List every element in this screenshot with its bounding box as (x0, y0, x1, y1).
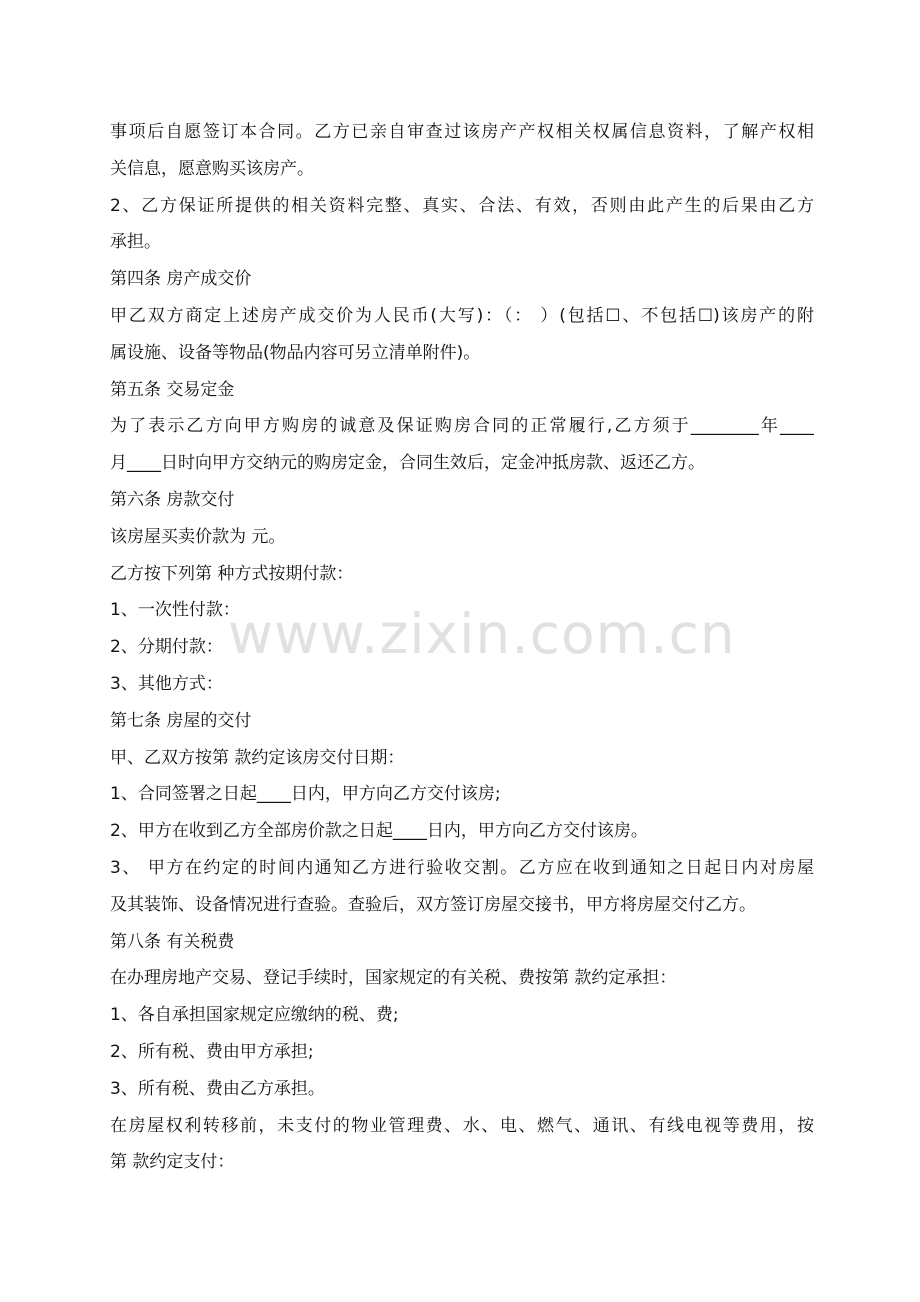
paragraph-line: 承担。 (110, 232, 161, 253)
article-heading: 第七条 房屋的交付 (110, 710, 252, 731)
clause-item: 2、所有税、费由甲方承担; (110, 1041, 314, 1062)
clause-item: 3、 甲方在约定的时间内通知乙方进行验收交割。乙方应在收到通知之日起日内对房屋 (110, 857, 814, 878)
paragraph-line: 在房屋权利转移前，未支付的物业管理费、水、电、燃气、通讯、有线电视等费用，按 (110, 1115, 814, 1136)
contract-page (110, 114, 814, 1181)
watermark: www.zixin.com.cn (228, 602, 736, 666)
article-heading: 第八条 有关税费 (110, 931, 235, 952)
article-heading: 第六条 房款交付 (110, 489, 235, 510)
article-heading: 第五条 交易定金 (110, 379, 235, 400)
paragraph-line: 甲乙双方商定上述房产成交价为人民币(大写)：（： ）(包括☐、不包括☐)该房产的附 (110, 305, 814, 326)
clause-item: 2、乙方保证所提供的相关资料完整、真实、合法、有效，否则由此产生的后果由乙方 (110, 195, 814, 216)
paragraph-line: 在办理房地产交易、登记手续时，国家规定的有关税、费按第 款约定承担： (110, 968, 677, 989)
paragraph-line: 月____日时向甲方交纳元的购房定金，合同生效后，定金冲抵房款、返还乙方。 (110, 453, 705, 474)
paragraph-line: 及其装饰、设备情况进行查验。查验后，双方签订房屋交接书，甲方将房屋交付乙方。 (110, 894, 756, 915)
clause-item: 3、所有税、费由乙方承担。 (110, 1078, 325, 1099)
clause-item: 1、合同签署之日起____日内，甲方向乙方交付该房; (110, 784, 501, 805)
paragraph-line: 甲、乙双方按第 款约定该房交付日期： (110, 747, 405, 768)
clause-item: 1、一次性付款： (110, 600, 240, 621)
paragraph-line: 事项后自愿签订本合同。乙方已亲自审查过该房产产权相关权属信息资料，了解产权相 (110, 122, 814, 142)
paragraph-line: 第 款约定支付： (110, 1152, 235, 1173)
paragraph-line: 属设施、设备等物品(物品内容可另立清单附件)。 (110, 342, 481, 363)
clause-item: 3、其他方式： (110, 673, 223, 694)
clause-item: 1、各自承担国家规定应缴纳的税、费; (110, 1005, 399, 1026)
paragraph-line: 为了表示乙方向甲方购房的诚意及保证购房合同的正常履行,乙方须于________年____ (110, 416, 814, 437)
paragraph-line: 关信息，愿意购买该房产。 (110, 158, 314, 179)
article-heading: 第四条 房产成交价 (110, 269, 252, 290)
paragraph-line: 乙方按下列第 种方式按期付款： (110, 563, 354, 584)
clause-item: 2、分期付款： (110, 637, 223, 658)
clause-item: 2、甲方在收到乙方全部房价款之日起____日内，甲方向乙方交付该房。 (110, 821, 648, 842)
paragraph-line: 该房屋买卖价款为 元。 (110, 526, 286, 547)
